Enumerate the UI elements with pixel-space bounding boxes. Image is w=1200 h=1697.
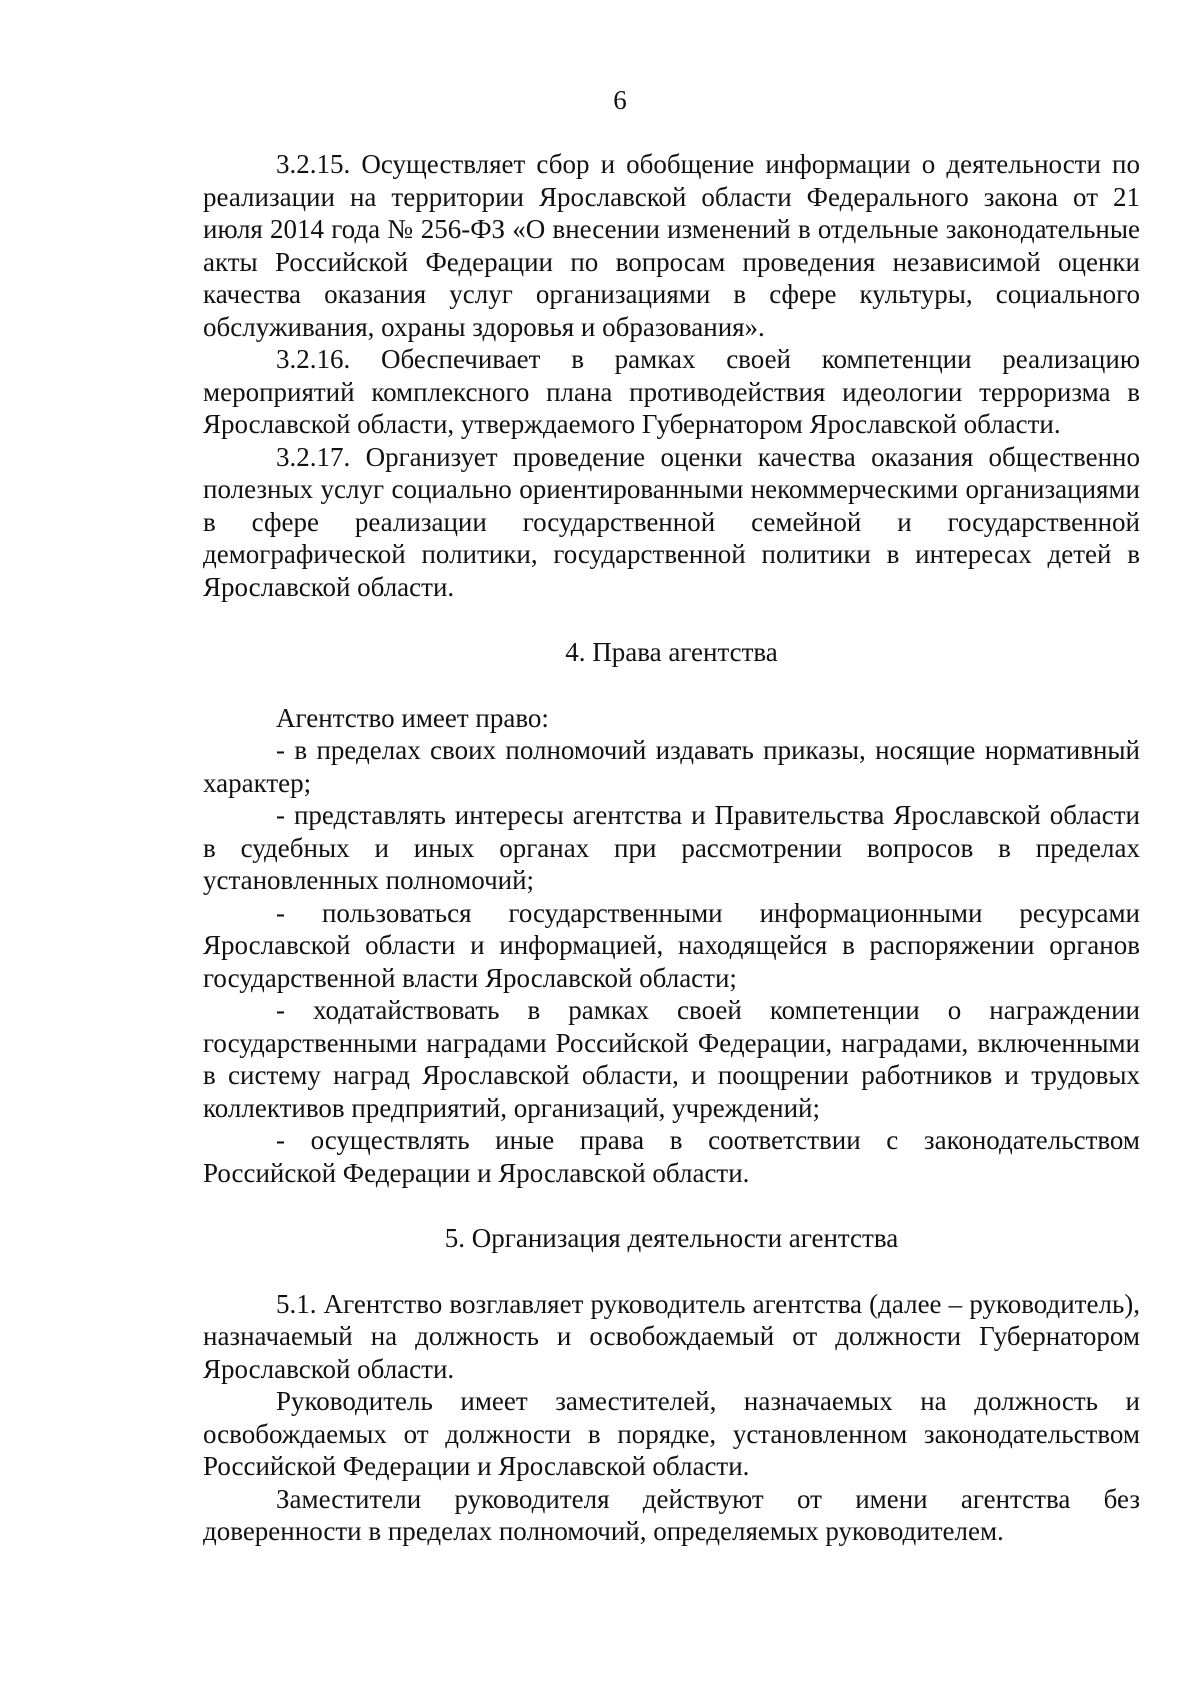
paragraph-3-2-17: 3.2.17. Организует проведение оценки качества оказания общественно полезных услуг социально ориентированными некоммерческими организациями в сфере реализации государственной семейной и государственной демографической политики, государственной политики в интересах детей в Ярославской области. [203, 441, 1140, 602]
rights-item: - пользоваться государственными информационными ресурсами Ярославской области и информацией, находящейся в распоряжении органов государственной власти Ярославской области; [203, 897, 1140, 993]
document-body [203, 148, 1140, 1548]
paragraph-deputies: Руководитель имеет заместителей, назначаемых на должность и освобождаемых от должности в порядке, установленном законодательством Российской Федерации и Ярославской области. [203, 1386, 1140, 1481]
rights-item: - ходатайствовать в рамках своей компетенции о награждении государственными наградами Российской Федерации, наградами, включенными в систему наград Ярославской области, и поощрении работников и трудовых коллективов предприятий, организаций, учреждений; [203, 995, 1140, 1123]
section-5-heading: 5. Организация деятельности агентства [444, 1223, 899, 1253]
paragraph-5-1: 5.1. Агентство возглавляет руководитель агентства (далее – руководитель), назначаемый на должность и освобождаемый от должности Губернатором Ярославской области. [203, 1288, 1140, 1384]
section-4-heading: 4. Права агентства [565, 637, 778, 667]
section-4-intro: Агентство имеет право: [276, 702, 549, 733]
paragraph-deputies-authority: Заместители руководителя действуют от имени агентства без доверенности в пределах полномочий, определяемых руководителем. [203, 1483, 1140, 1546]
paragraph-3-2-15: 3.2.15. Осуществляет сбор и обобщение информации о деятельности по реализации на территории Ярославской области Федерального закона от 21 июля 2014 года № 256-ФЗ «О внесении изменений в отдельные законодательные акты Российской Федерации по вопросам проведения независимой оценки качества оказания услуг организациями в сфере культуры, социального обслуживания, охраны здоровья и образования». [203, 149, 1140, 342]
rights-item: - представлять интересы агентства и Правительства Ярославской области в судебных и иных органах при рассмотрении вопросов в пределах установленных полномочий; [203, 800, 1140, 895]
paragraph-3-2-16: 3.2.16. Обеспечивает в рамках своей компетенции реализацию мероприятий комплексного плана противодействия идеологии терроризма в Ярославской области, утверждаемого Губернатором Ярославской области. [203, 344, 1140, 439]
page-number: 6 [613, 85, 627, 115]
rights-item: - в пределах своих полномочий издавать приказы, носящие нормативный характер; [203, 735, 1140, 798]
rights-item: - осуществлять иные права в соответствии с законодательством Российской Федерации и Ярославской области. [203, 1125, 1140, 1188]
